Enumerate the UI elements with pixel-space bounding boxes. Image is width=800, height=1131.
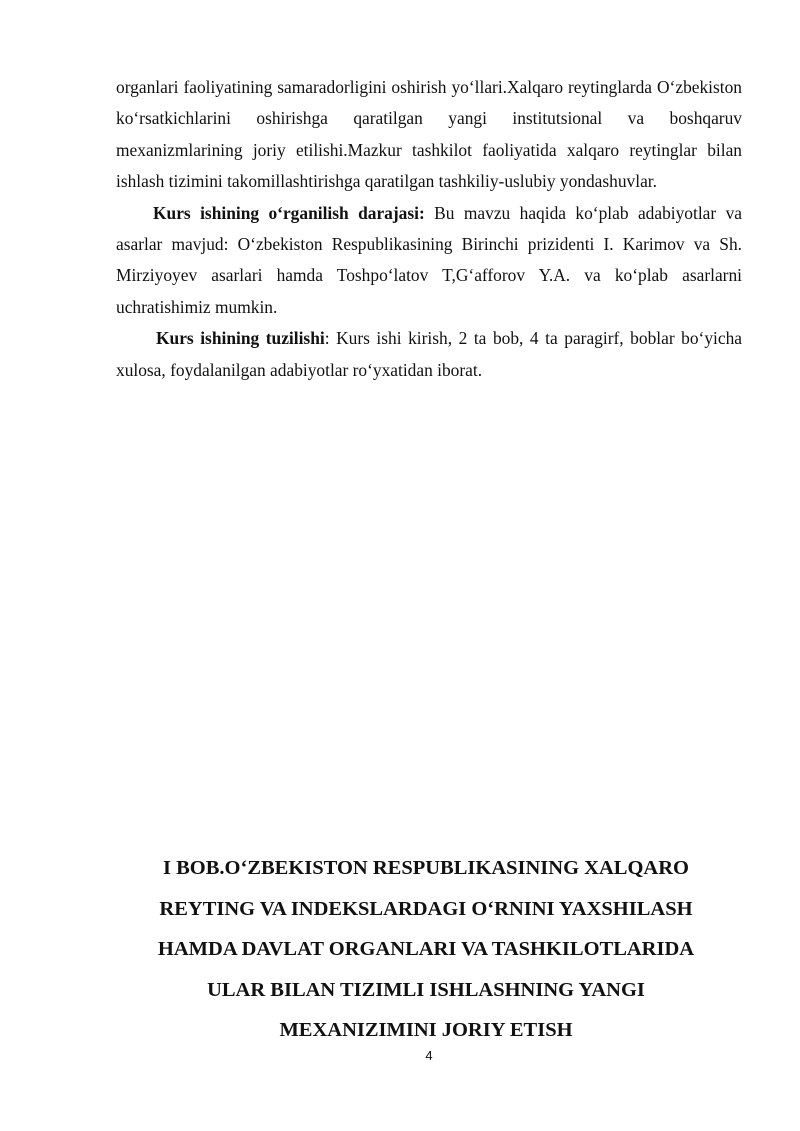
chapter-heading-line-5: MEXANIZIMINI JORIY ETISH (279, 1019, 573, 1041)
chapter-heading (120, 848, 732, 1051)
chapter-heading-line-2: REYTING VA INDEKSLARDAGI OʻRNINI YAXSHILASH (159, 897, 693, 920)
paragraph-intro: organlari faoliyatining samaradorligini oshirish yo‘llari.Xalqaro reytinglarda O‘zbekiston ko‘rsatkichlarini oshirishga qaratilgan yangi institutsional va boshqaruv mexanizmlarining joriy etilishi.Mazkur tashkilot faoliyatida xalqaro reytinglar bilan ishlash tizimini takomillashtirishga qaratilgan tashkiliy-uslubiy yondashuvlar. (116, 77, 742, 192)
page-number: 4 (425, 1048, 433, 1063)
study-level-label: Kurs ishining o‘rganilish darajasi: (153, 202, 425, 223)
paragraph-structure (116, 323, 742, 386)
chapter-heading-line-1: I BOB.OʻZBEKISTON RESPUBLIKASINING XALQARO (163, 857, 689, 879)
study-level-text: Bu mavzu haqida ko‘plab adabiyotlar va asarlar mavjud: O‘zbekiston Respublikasining Birinchi prizidenti I. Karimov va Sh. Mirziyoyev asarlari hamda Toshpo‘latov T,G‘afforov Y.A. va ko‘plab asarlarni uchratishimiz mumkin. (116, 202, 742, 317)
structure-text: : Kurs ishi kirish, 2 ta bob, 4 ta paragirf, boblar bo‘yicha xulosa, foydalanilgan adabiyotlar ro‘yxatidan iborat. (116, 328, 742, 380)
body-text (116, 72, 742, 386)
chapter-heading-line-4: ULAR BILAN TIZIMLI ISHLASHNING YANGI (207, 978, 645, 1001)
paragraph-study-level (116, 198, 742, 324)
chapter-heading-line-3: HAMDA DAVLAT ORGANLARI VA TASHKILOTLARIDA (157, 938, 695, 960)
structure-label: Kurs ishining tuzilishi (156, 328, 325, 349)
